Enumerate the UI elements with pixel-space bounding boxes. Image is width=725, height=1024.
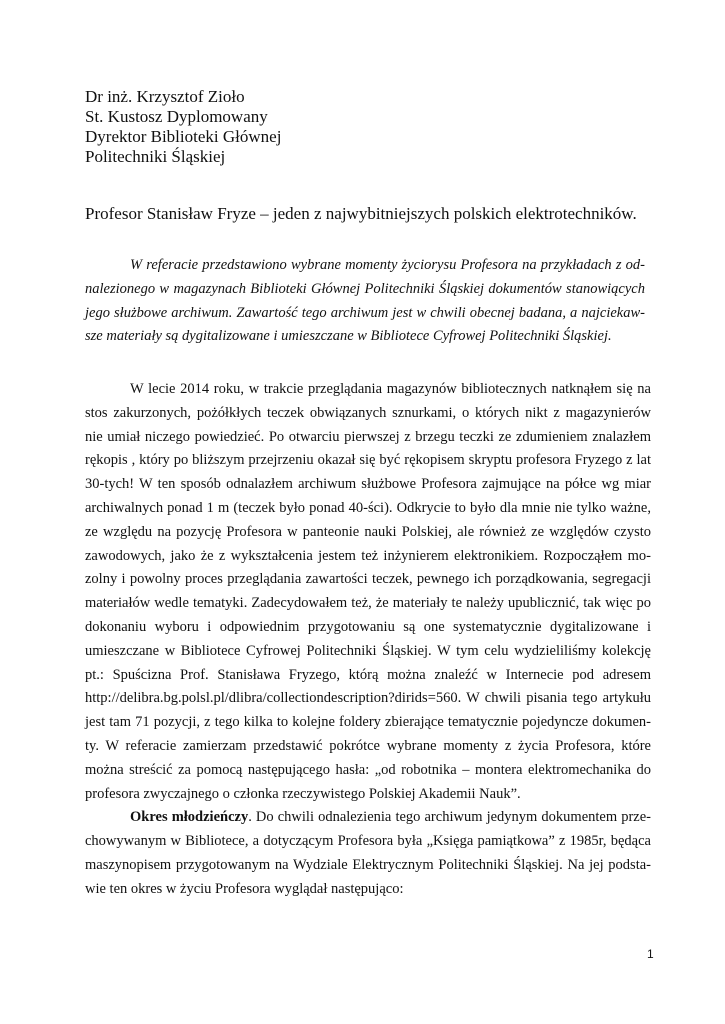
paragraph-line: 30-tych! W ten sposób odnalazłem archiwum służbowe Profesora zajmujące na półce wg miar (85, 476, 651, 493)
author-position: St. Kustosz Dyplomowany (85, 107, 268, 126)
paragraph-line: zawodowych, jako że z wykształcenia jestem też inżynierem elektronikiem. Rozpocząłem mo- (85, 547, 651, 564)
paragraph-line: chowywanym w Bibliotece, a dotyczącym Profesora była „Księga pamiątkowa” z 1985r, będąca (85, 833, 651, 850)
paragraph-line: ze względu na pozycję Profesora w panteonie nauki Polskiej, ale również ze względów czysto (85, 523, 651, 540)
section-heading: Okres młodzieńczy (130, 809, 249, 826)
paragraph-line: profesora zwyczajnego o członka rzeczywistego Polskiej Akademii Nauk”. (85, 785, 521, 802)
page-number: 1 (647, 947, 654, 961)
paragraph-line: ty. W referacie zamierzam przedstawić pokrótce wybrane momenty z życia Profesora, które (85, 737, 651, 754)
paragraph-line: http://delibra.bg.polsl.pl/dlibra/collectiondescription?dirids=560. W chwili pisania tego artykułu (85, 690, 651, 707)
paragraph-line: nie umiał niczego powiedzieć. Po otwarciu pierwszej z brzegu teczki ze zdumieniem znalazłem (85, 428, 651, 445)
abstract-line: sze materiały są dygitalizowane i umieszczane w Bibliotece Cyfrowej Politechniki Śląskiej. (85, 328, 612, 345)
paragraph-line: maszynopisem przygotowanym na Wydziale Elektrycznym Politechniki Śląskiej. Na jej podsta- (85, 856, 651, 873)
paragraph-line: W lecie 2014 roku, w trakcie przeglądania magazynów bibliotecznych natknąłem się na (130, 381, 651, 397)
author-institution: Politechniki Śląskiej (85, 147, 226, 166)
author-name: Dr inż. Krzysztof Zioło (85, 87, 245, 106)
paragraph-line: archiwalnych ponad 1 m (teczek było ponad 40-ści). Odkrycie to było dla mnie nie tylko ważne, (85, 499, 651, 516)
paragraph-line: dokonaniu wyboru i odpowiednim przygotowaniu są one systematycznie dygitalizowane i (85, 618, 651, 635)
abstract (85, 254, 645, 349)
author-role: Dyrektor Biblioteki Głównej (85, 127, 282, 146)
paragraph-line-rest: . Do chwili odnalezienia tego archiwum jedynym dokumentem prze- (248, 809, 651, 826)
paragraph-line: można streścić za pomocą następującego hasła: „od robotnika – montera elektromechanika do (85, 761, 651, 778)
paragraph-line: zolny i powolny proces przeglądania zawartości teczek, pewnego ich porządkowania, segregacji (85, 571, 651, 588)
author-block (85, 87, 281, 167)
paragraph-line: rękopis , który po bliższym przejrzeniu okazał się być rękopisem skryptu profesora Fryzego z lat (85, 452, 651, 469)
paragraph-line: pt.: Spuścizna Prof. Stanisława Fryzego, którą można znaleźć w Internecie pod adresem (85, 666, 651, 683)
abstract-line: nalezionego w magazynach Biblioteki Głównej Politechniki Śląskiej dokumentów stanowiących (85, 280, 645, 297)
paragraph-line: materiałów wedle tematyki. Zadecydowałem też, że materiały te należy upublicznić, tak więc po (85, 595, 651, 612)
paragraph-line: umieszczane w Bibliotece Cyfrowej Politechniki Śląskiej. W tym celu wydzieliliśmy kolekcję (85, 642, 651, 659)
document-title: Profesor Stanisław Fryze – jeden z najwybitniejszych polskich elektrotechników. (85, 204, 637, 223)
abstract-line: jego służbowe archiwum. Zawartość tego archiwum jest w chwili obecnej badana, a najciekaw- (85, 304, 645, 321)
abstract-line: W referacie przedstawiono wybrane momenty życiorysu Profesora na przykładach z od- (130, 257, 645, 273)
paragraph-line: stos zakurzonych, pożółkłych teczek obwiązanych sznurkami, o których nikt z magazynierów (85, 404, 651, 421)
paragraph-line (85, 806, 651, 830)
paragraph-line: jest tam 71 pozycji, z tego kilka to kolejne foldery zbierające tematycznie pojedyncze dokumen- (85, 714, 651, 731)
body-text (85, 378, 651, 902)
paragraph-line: wie ten okres w życiu Profesora wyglądał następująco: (85, 880, 404, 897)
